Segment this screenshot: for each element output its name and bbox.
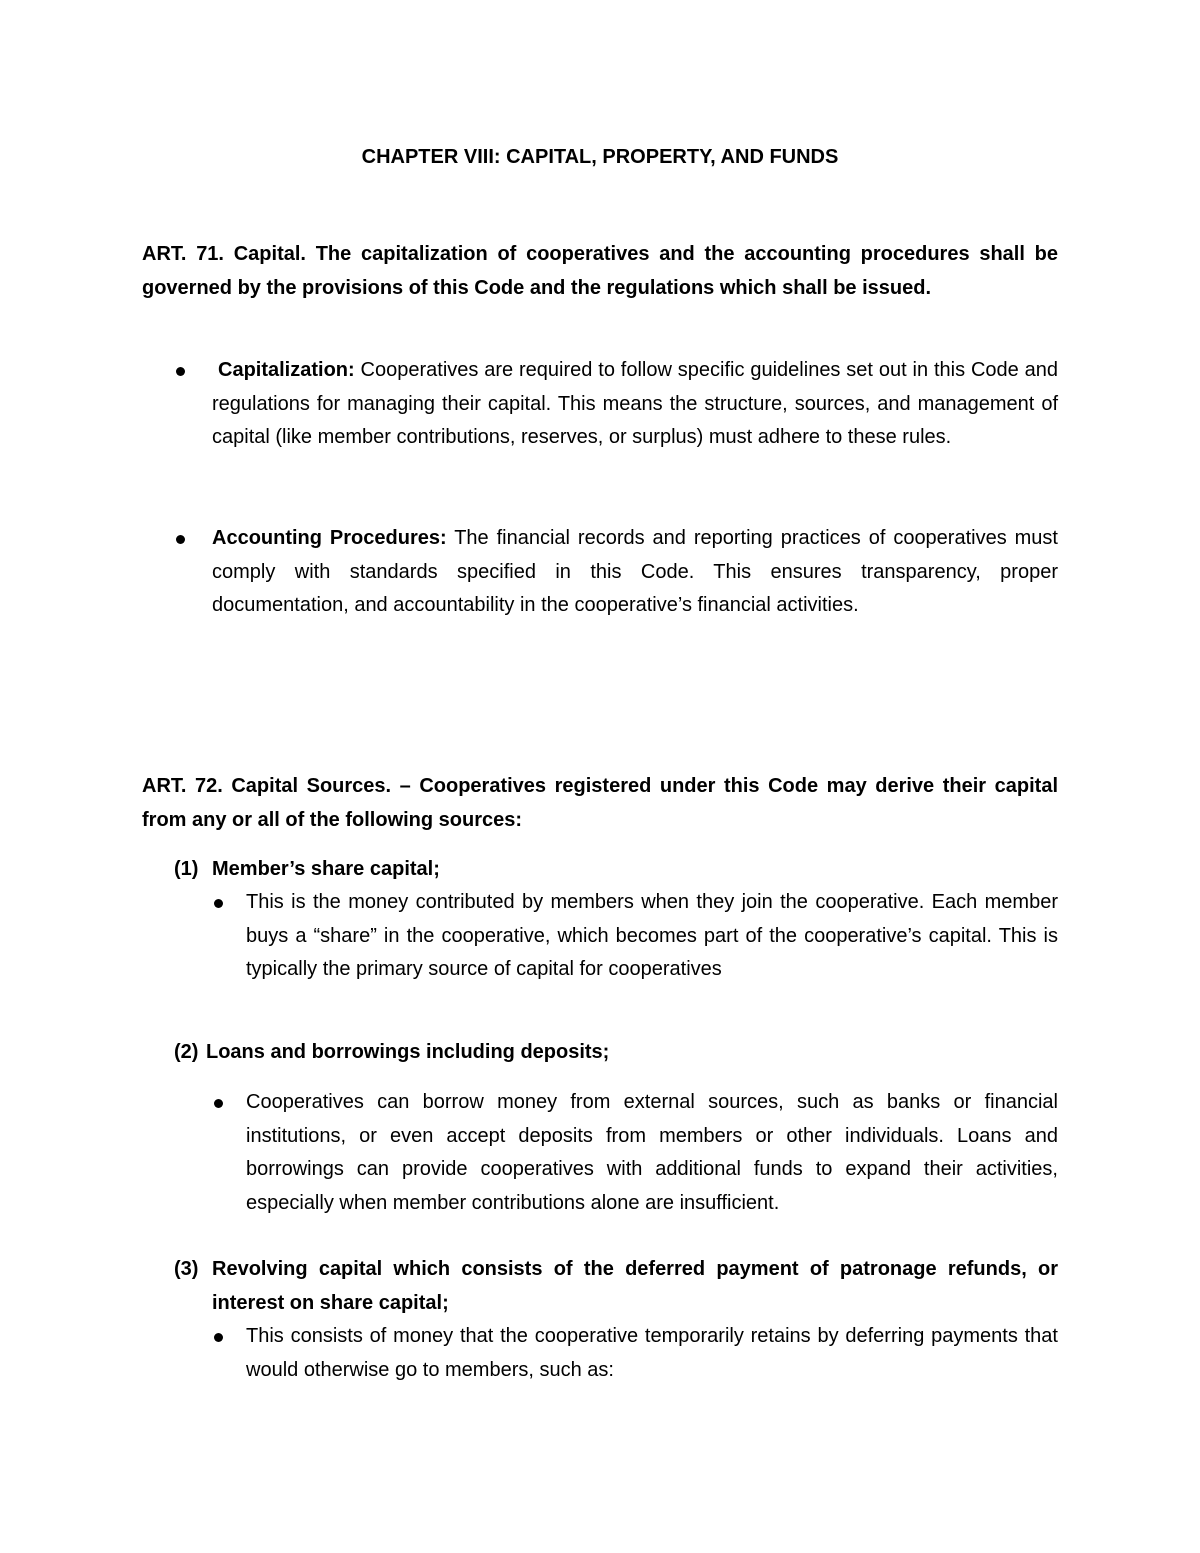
item-number: (2) (174, 1041, 199, 1063)
art71-bullet-accounting (212, 522, 1058, 623)
bullet-icon (214, 1099, 223, 1108)
art72-heading: ART. 72. Capital Sources. – Cooperatives registered under this Code may derive their capital from any or all of the following sources: (142, 775, 1058, 831)
capital-source-item-2 (174, 1036, 1058, 1070)
art71-heading: ART. 71. Capital. The capitalization of cooperatives and the accounting procedures shall be governed by the provisions of this Code and the regulations which shall be issued. (142, 243, 1058, 299)
item-1-bullet: This is the money contributed by members when they join the cooperative. Each member buys a “share” in the cooperative, which becomes part of the cooperative’s capital. This is typically the primary source of capital for cooperatives (246, 891, 1058, 980)
bullet-term: Accounting Procedures: (212, 527, 447, 549)
item-3-bullet: This consists of money that the cooperative temporarily retains by deferring payments that would otherwise go to members, such as: (246, 1325, 1058, 1381)
bullet-icon (214, 1333, 223, 1342)
bullet-icon (176, 535, 185, 544)
item-label: Revolving capital which consists of the deferred payment of patronage refunds, or interest on share capital; (212, 1258, 1058, 1314)
item-label: Loans and borrowings including deposits; (206, 1041, 610, 1063)
chapter-title: CHAPTER VIII: CAPITAL, PROPERTY, AND FUNDS (361, 146, 839, 168)
capital-source-item-1 (174, 853, 1058, 887)
art71-bullet-capitalization (212, 354, 1058, 455)
item-2-bullet: Cooperatives can borrow money from external sources, such as banks or financial institutions, or even accept deposits from members or other individuals. Loans and borrowings can provide cooperatives with additional funds to expand their activities, especially when member contributions alone are insufficient. (246, 1091, 1058, 1214)
bullet-term: Capitalization: (218, 359, 355, 381)
item-number: (1) (174, 858, 199, 880)
item-number: (3) (174, 1258, 199, 1280)
bullet-text: The financial records and reporting practices of cooperatives must comply with standards specified in this Code. This ensures transparency, proper documentation, and accountability in the cooperative’s financial activities. (212, 527, 1058, 616)
bullet-text: Cooperatives are required to follow specific guidelines set out in this Code and regulations for managing their capital. This means the structure, sources, and management of capital (like member contributions, reserves, or surplus) must adhere to these rules. (212, 359, 1058, 448)
bullet-icon (214, 899, 223, 908)
item-label: Member’s share capital; (212, 858, 440, 880)
bullet-icon (176, 367, 185, 376)
capital-source-item-3 (174, 1253, 1058, 1320)
